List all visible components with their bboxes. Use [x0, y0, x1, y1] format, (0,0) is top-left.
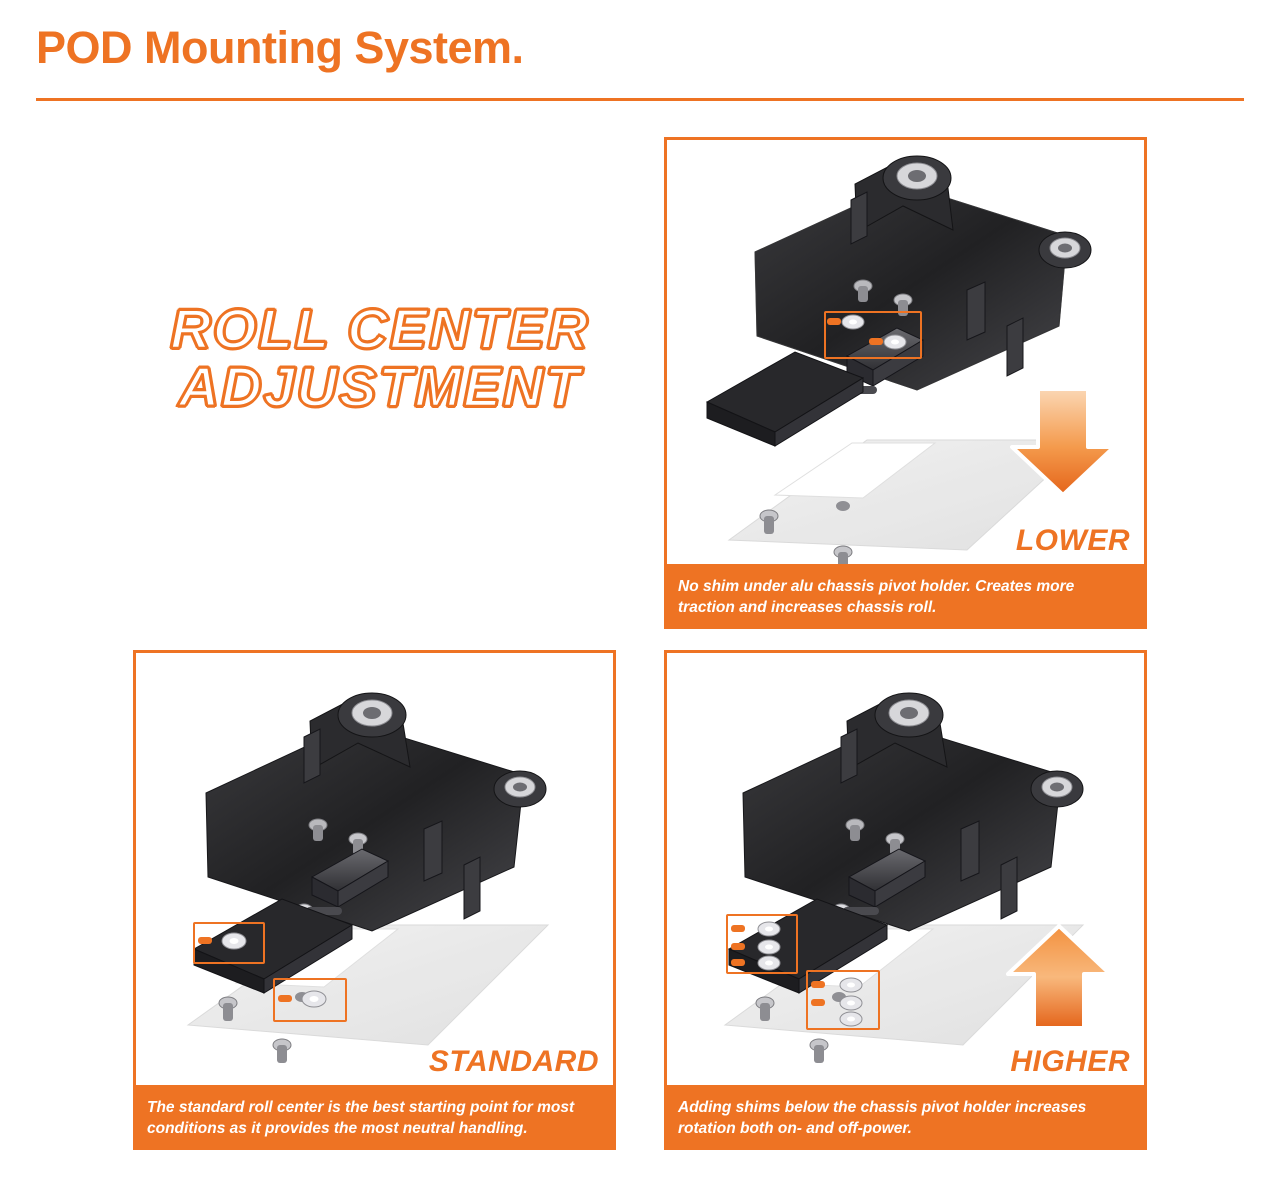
headline-line-2: ADJUSTMENT: [178, 355, 582, 418]
panel-higher: [664, 650, 1147, 1150]
arrow-up-icon: [1000, 922, 1118, 1039]
panel-standard: [133, 650, 616, 1150]
panel-lower: [664, 137, 1147, 629]
section-headline: [120, 297, 640, 418]
arrow-down-icon: [1004, 383, 1122, 506]
badge-higher: HIGHER: [1010, 1045, 1130, 1078]
panel-higher-figure: [664, 650, 1147, 1088]
caption-lower: No shim under alu chassis pivot holder. Creates more traction and increases chassis roll.: [664, 567, 1147, 629]
badge-lower: LOWER: [1015, 524, 1130, 557]
title-divider: [36, 98, 1244, 101]
caption-higher: Adding shims below the chassis pivot holder increases rotation both on- and off-power.: [664, 1088, 1147, 1150]
panel-lower-figure: [664, 137, 1147, 567]
caption-standard: The standard roll center is the best starting point for most conditions as it provides the most neutral handling.: [133, 1088, 616, 1150]
headline-line-1: ROLL CENTER: [170, 297, 590, 360]
badge-standard: STANDARD: [428, 1045, 599, 1078]
panel-standard-figure: [133, 650, 616, 1088]
page-title: POD Mounting System.: [36, 22, 524, 73]
pod-assembly-illustration-standard: [136, 653, 613, 1085]
